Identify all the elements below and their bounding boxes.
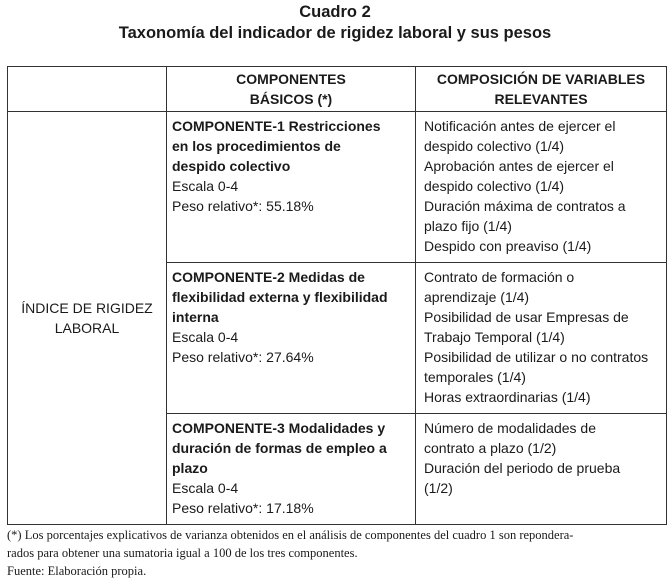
component-cell (167, 414, 416, 525)
variable-line: despido colectivo (1/4) (424, 178, 565, 194)
variable-line: Aprobación antes de ejercer el (424, 158, 614, 174)
variable-line: despido colectivo (1/4) (424, 138, 565, 154)
component-cell (167, 112, 416, 263)
component-name: duración de formas de empleo a (172, 440, 387, 456)
variables-cell (416, 263, 667, 414)
asterisk-note-line-1: (*) Los porcentajes explicativos de varianza obtenidos en el análisis de componentes del cuadro 1 son repondera- (7, 528, 574, 542)
component-name: interna (172, 309, 219, 325)
variable-line: Notificación antes de ejercer el (424, 118, 616, 134)
component-scale: Escala 0-4 (172, 480, 239, 496)
component-name: en los procedimientos de (172, 138, 341, 154)
table-header-row (8, 67, 667, 112)
component-weight: Peso relativo*: 55.18% (172, 198, 314, 214)
variable-line: (1/2) (424, 480, 453, 496)
component-weight: Peso relativo*: 17.18% (172, 500, 314, 516)
index-label-line-1: ÍNDICE DE RIGIDEZ (21, 300, 153, 316)
variable-line: Duración del periodo de prueba (424, 460, 621, 476)
variable-line: Contrato de formación o (424, 269, 575, 285)
header-components-line-1: COMPONENTES (236, 71, 346, 87)
table-row (8, 112, 667, 263)
variable-line: aprendizaje (1/4) (424, 289, 530, 305)
table-notes (7, 526, 663, 580)
component-cell (167, 263, 416, 414)
header-variables-line-1: COMPOSICIÓN DE VARIABLES (436, 71, 646, 87)
header-variables-line-2: RELEVANTES (494, 91, 588, 107)
component-name: COMPONENTE-3 Modalidades y (172, 420, 386, 436)
header-variables (416, 67, 667, 112)
variables-cell (416, 414, 667, 525)
variable-line: temporales (1/4) (424, 369, 526, 385)
header-empty-cell (8, 67, 167, 112)
variable-line: contrato a plazo (1/2) (424, 440, 557, 456)
variable-line: Horas extraordinarias (1/4) (424, 389, 591, 405)
component-scale: Escala 0-4 (172, 178, 239, 194)
asterisk-note-line-2: rados para obtener una sumatoria igual a 100 de los tres componentes. (7, 546, 358, 560)
variable-line: Posibilidad de usar Empresas de (424, 309, 629, 325)
table-caption-title: Taxonomía del indicador de rigidez laboral y sus pesos (118, 24, 552, 42)
variable-line: plazo fijo (1/4) (424, 218, 512, 234)
variable-line: Despido con preaviso (1/4) (424, 238, 592, 254)
component-weight: Peso relativo*: 27.64% (172, 349, 314, 365)
component-name: plazo (172, 460, 208, 476)
index-label-line-2: LABORAL (54, 320, 120, 336)
component-name: COMPONENTE-2 Medidas de (172, 269, 365, 285)
source-note: Fuente: Elaboración propia. (7, 564, 147, 578)
variable-line: Número de modalidades de (424, 420, 596, 436)
component-name: flexibilidad externa y flexibilidad (172, 289, 388, 305)
index-label-cell (8, 112, 167, 525)
header-components (167, 67, 416, 112)
header-components-line-2: BÁSICOS (*) (249, 91, 333, 107)
component-scale: Escala 0-4 (172, 329, 239, 345)
variables-cell (416, 112, 667, 263)
variable-line: Duración máxima de contratos a (424, 198, 626, 214)
variable-line: Posibilidad de utilizar o no contratos (424, 349, 649, 365)
rigidity-taxonomy-table (7, 66, 667, 525)
variable-line: Trabajo Temporal (1/4) (424, 329, 565, 345)
component-name: despido colectivo (172, 158, 291, 174)
table-caption-number: Cuadro 2 (299, 3, 371, 21)
component-name: COMPONENTE-1 Restricciones (172, 118, 381, 134)
